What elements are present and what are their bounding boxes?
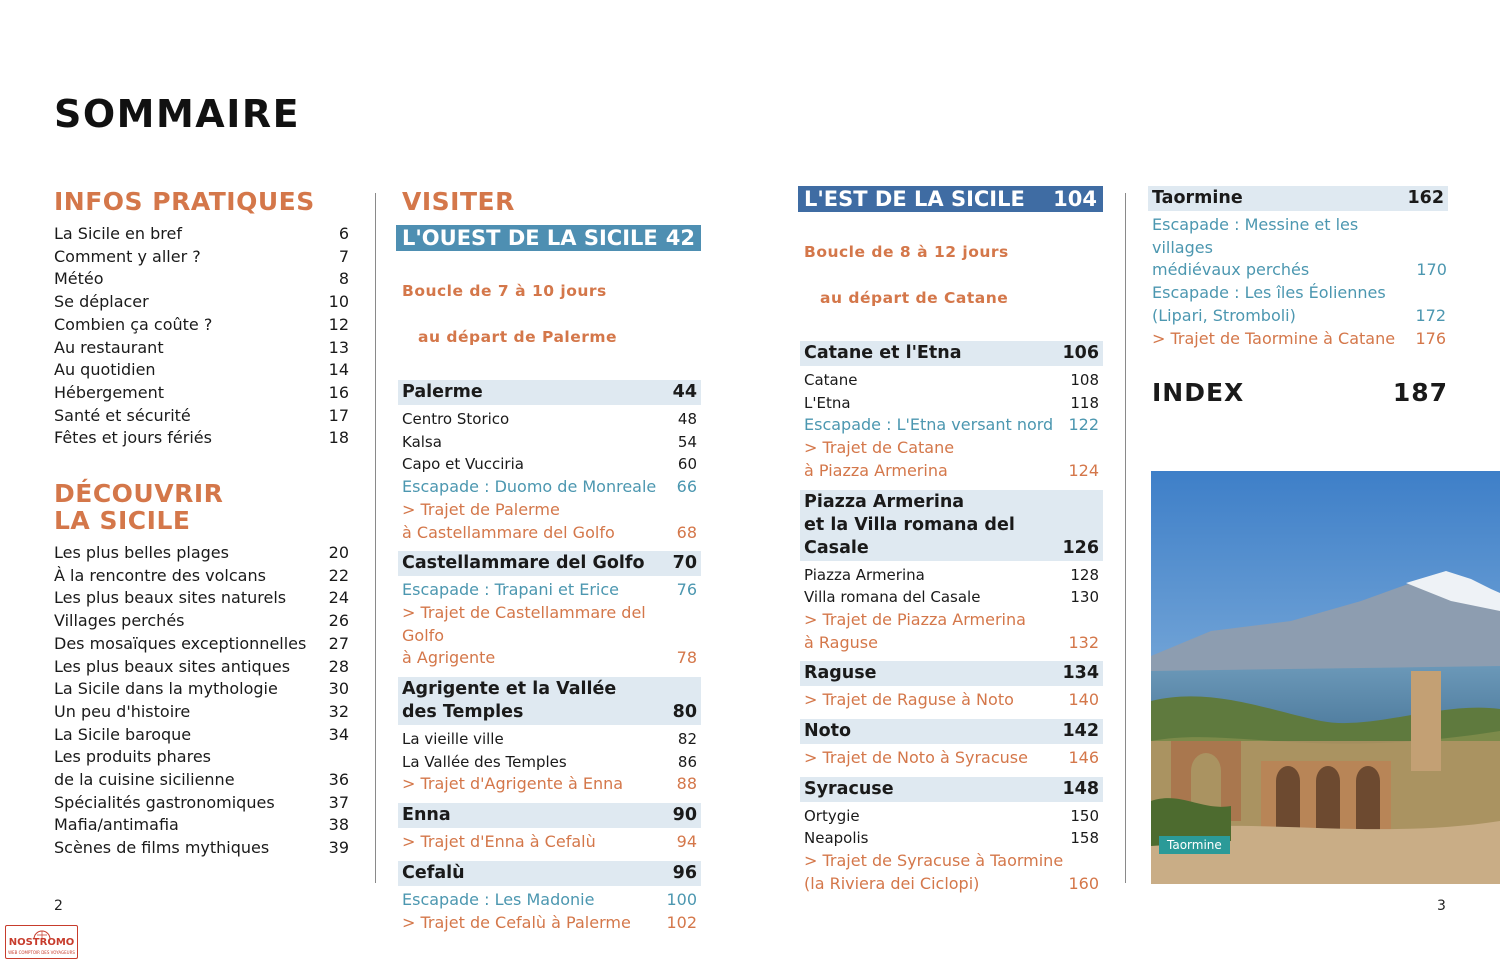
- toc-entry: [54, 633, 349, 656]
- toc-entry: [54, 746, 349, 791]
- entry-title: Scènes de films mythiques: [54, 838, 270, 858]
- boucle-note: [402, 257, 701, 372]
- toc-entry: [804, 609, 1099, 654]
- entry-page: 24: [328, 588, 349, 608]
- entry-title: > Trajet de Palerme à Castellammare del Golfo: [402, 499, 615, 542]
- taormine-items: [1148, 214, 1448, 350]
- entry-page: 94: [676, 832, 697, 852]
- toc-entry: [804, 586, 1099, 609]
- toc-entry: [402, 499, 697, 544]
- entry-page: 86: [677, 752, 697, 771]
- toc-entry: [54, 268, 349, 291]
- entry-page: 160: [1068, 873, 1099, 893]
- entry-title: Comment y aller ?: [54, 246, 201, 266]
- toc-entry: [402, 751, 697, 774]
- toc-entry: [54, 314, 349, 337]
- entry-page: 54: [677, 432, 697, 451]
- toc-entry: [1152, 214, 1446, 282]
- section-entries: [398, 831, 701, 854]
- region-title: L'OUEST DE LA SICILE: [402, 226, 658, 250]
- toc-entry: [402, 453, 697, 476]
- entry-page: 150: [1070, 806, 1099, 825]
- entry-page: 140: [1068, 690, 1099, 710]
- ouest-sections: [396, 380, 701, 934]
- entry-page: 172: [1415, 305, 1446, 325]
- section-title: Taormine: [1152, 188, 1243, 208]
- toc-entry: [54, 656, 349, 679]
- entry-page: 6: [338, 224, 349, 243]
- entry-title: Les plus beaux sites naturels: [54, 588, 287, 608]
- entry-page: 128: [1070, 565, 1099, 584]
- entry-page: 78: [676, 648, 697, 668]
- section-page: 96: [672, 862, 697, 883]
- toc-entry: [1152, 328, 1446, 351]
- toc-entry: [54, 837, 349, 860]
- toc-entry: [54, 610, 349, 633]
- section-header: [800, 719, 1103, 744]
- entry-title: Santé et sécurité: [54, 405, 191, 425]
- toc-entry: [1152, 282, 1446, 327]
- region-page: 42: [665, 226, 695, 250]
- entry-title: La Sicile baroque: [54, 724, 192, 744]
- index-entry: [1148, 378, 1448, 407]
- entry-title: La vieille ville: [402, 730, 504, 749]
- toc-entry: [54, 678, 349, 701]
- section-header: [398, 803, 701, 828]
- section-page: 106: [1062, 343, 1099, 363]
- entry-title: Escapade : Duomo de Monreale: [402, 477, 657, 497]
- taormine-photo: [1151, 471, 1500, 884]
- region-band-ouest: [396, 225, 701, 251]
- section-header: [398, 551, 701, 576]
- toc-entry: [54, 291, 349, 314]
- entry-title: > Trajet de Taormine à Catane: [1152, 328, 1396, 348]
- toc-entry: [402, 431, 697, 454]
- entry-title: Hébergement: [54, 382, 165, 402]
- toc-entry: [54, 792, 349, 815]
- entry-page: 16: [328, 382, 349, 402]
- toc-entry: [804, 392, 1099, 415]
- toc-entry: [54, 223, 349, 246]
- entry-page: 76: [676, 580, 697, 600]
- column-divider: [1125, 193, 1126, 883]
- column-infos: [54, 188, 349, 860]
- section-header: [398, 861, 701, 886]
- decouvrir-list: [54, 542, 349, 860]
- column-est: [798, 186, 1103, 896]
- entry-title: Kalsa: [402, 432, 442, 451]
- toc-entry: [54, 427, 349, 450]
- toc-entry: [402, 728, 697, 751]
- entry-title: Mafia/antimafia: [54, 815, 179, 835]
- entry-page: 7: [338, 246, 349, 266]
- section-page: 142: [1062, 721, 1099, 742]
- toc-entry: [54, 701, 349, 724]
- section-page: 90: [672, 805, 697, 826]
- entry-page: 17: [328, 405, 349, 425]
- section-entries: [800, 689, 1103, 712]
- section-entries: [800, 369, 1103, 483]
- nostromo-logo: [5, 925, 78, 959]
- toc-entry: [804, 805, 1099, 828]
- entry-page: 8: [338, 269, 349, 289]
- entry-title: > Trajet de Syracuse à Taormine (la Riviera dei Ciclopi): [804, 851, 1064, 893]
- section-title: Piazza Armerina et la Villa romana del Casale: [804, 491, 1015, 558]
- entry-title: Escapade : Messine et les villages médiévaux perchés: [1152, 215, 1359, 280]
- entry-page: 124: [1068, 460, 1099, 480]
- entry-title: La Sicile dans la mythologie: [54, 679, 278, 699]
- toc-entry: [54, 359, 349, 382]
- boucle-line: Boucle de 8 à 12 jours: [804, 243, 1009, 261]
- entry-page: 130: [1070, 588, 1099, 607]
- section-taormine: [1148, 186, 1448, 211]
- entry-title: Escapade : Les îles Éoliennes (Lipari, Stromboli): [1152, 283, 1386, 325]
- entry-title: Spécialités gastronomiques: [54, 792, 275, 812]
- toc-entry: [804, 564, 1099, 587]
- entry-title: > Trajet de Noto à Syracuse: [804, 748, 1028, 768]
- section-page: 148: [1062, 778, 1099, 799]
- entry-title: Villages perchés: [54, 611, 185, 631]
- section-title: Syracuse: [804, 778, 894, 799]
- section-title: Noto: [804, 721, 852, 742]
- toc-entry: [402, 476, 697, 499]
- toc-entry: [402, 773, 697, 796]
- entry-page: 30: [328, 679, 349, 699]
- entry-page: 66: [676, 477, 697, 497]
- toc-entry: [54, 246, 349, 269]
- toc-entry: [54, 337, 349, 360]
- toc-entry: [804, 689, 1099, 712]
- entry-title: Des mosaïques exceptionnelles: [54, 633, 307, 653]
- entry-title: > Trajet d'Enna à Cefalù: [402, 832, 596, 852]
- entry-page: 34: [328, 724, 349, 744]
- column-taormine: [1148, 186, 1448, 407]
- entry-title: Météo: [54, 269, 104, 289]
- entry-page: 102: [666, 912, 697, 932]
- section-entries: [398, 889, 701, 934]
- section-entries: [800, 564, 1103, 655]
- region-band-est: [798, 186, 1103, 212]
- entry-page: 20: [328, 543, 349, 563]
- section-header: [800, 777, 1103, 802]
- entry-title: Capo et Vucciria: [402, 455, 524, 474]
- section-title: Castellammare del Golfo: [402, 553, 645, 574]
- infos-list: [54, 223, 349, 450]
- entry-page: 88: [676, 774, 697, 794]
- entry-title: > Trajet de Catane à Piazza Armerina: [804, 438, 955, 480]
- entry-page: 122: [1068, 415, 1099, 435]
- entry-title: Villa romana del Casale: [804, 588, 981, 607]
- section-title: Catane et l'Etna: [804, 343, 962, 363]
- entry-title: Neapolis: [804, 829, 869, 848]
- entry-title: Au quotidien: [54, 360, 156, 380]
- section-header: [398, 380, 701, 405]
- section-entries: [398, 408, 701, 544]
- toc-entry: [402, 579, 697, 602]
- boucle-line: au départ de Palerme: [418, 328, 618, 346]
- entry-title: Les produits phares de la cuisine sicilienne: [54, 747, 235, 790]
- section-header: [800, 661, 1103, 686]
- section-title: Palerme: [402, 382, 483, 402]
- section-header: [398, 677, 701, 725]
- section-title: Cefalù: [402, 862, 465, 883]
- boucle-line: Boucle de 7 à 10 jours: [402, 282, 607, 300]
- page-title: SOMMAIRE: [54, 92, 301, 136]
- section-page: 70: [672, 553, 697, 574]
- entry-page: 82: [677, 730, 697, 749]
- est-sections: [798, 341, 1103, 896]
- entry-page: 146: [1068, 748, 1099, 768]
- entry-title: Escapade : Trapani et Erice: [402, 580, 619, 600]
- section-entries: [800, 805, 1103, 896]
- logo-subtext: WEB COMPTOIR DES VOYAGEURS: [8, 950, 75, 955]
- entry-page: 12: [328, 314, 349, 334]
- entry-page: 38: [328, 815, 349, 835]
- section-entries: [398, 728, 701, 796]
- entry-page: 176: [1415, 328, 1446, 348]
- entry-title: > Trajet de Castellammare del Golfo à Agrigente: [402, 602, 646, 668]
- entry-page: 108: [1070, 371, 1099, 389]
- entry-page: 22: [328, 565, 349, 585]
- boucle-note: [804, 218, 1103, 333]
- section-heading-infos: INFOS PRATIQUES: [54, 187, 315, 216]
- entry-page: 36: [328, 770, 349, 790]
- entry-title: Ortygie: [804, 806, 860, 825]
- entry-page: 60: [677, 455, 697, 474]
- heading-line: LA SICILE: [54, 506, 191, 536]
- toc-entry: [54, 382, 349, 405]
- entry-page: 118: [1070, 393, 1099, 412]
- section-entries: [800, 747, 1103, 770]
- entry-page: 14: [328, 360, 349, 380]
- page-number-left: 2: [54, 898, 63, 914]
- toc-entry: [54, 565, 349, 588]
- toc-entry: [804, 747, 1099, 770]
- entry-title: Se déplacer: [54, 292, 149, 312]
- entry-title: Escapade : Les Madonie: [402, 889, 595, 909]
- section-page: 44: [672, 382, 697, 402]
- region-title: L'EST DE LA SICILE: [804, 187, 1025, 211]
- entry-title: > Trajet de Cefalù à Palerme: [402, 912, 631, 932]
- section-title: Raguse: [804, 663, 877, 684]
- section-page: 162: [1407, 188, 1444, 208]
- entry-title: Fêtes et jours fériés: [54, 428, 212, 448]
- boucle-line: au départ de Catane: [820, 289, 1009, 307]
- entry-title: Les plus beaux sites antiques: [54, 656, 291, 676]
- entry-title: Au restaurant: [54, 337, 164, 357]
- entry-title: > Trajet de Piazza Armerina à Raguse: [804, 609, 1026, 652]
- toc-entry: [804, 850, 1099, 895]
- toc-entry: [402, 889, 697, 912]
- toc-entry: [804, 369, 1099, 392]
- entry-title: Piazza Armerina: [804, 565, 925, 584]
- entry-page: 100: [666, 889, 697, 909]
- toc-entry: [402, 408, 697, 431]
- toc-entry: [54, 542, 349, 565]
- entry-page: 48: [677, 410, 697, 428]
- entry-page: 26: [328, 611, 349, 631]
- section-title: Enna: [402, 805, 451, 826]
- entry-page: 28: [328, 656, 349, 676]
- logo-text: NOSTROMO: [8, 937, 75, 948]
- section-title: Agrigente et la Vallée des Temples: [402, 679, 617, 723]
- entry-page: 132: [1068, 632, 1099, 652]
- toc-entry: [804, 827, 1099, 850]
- entry-title: La Vallée des Temples: [402, 752, 567, 771]
- section-page: 134: [1062, 663, 1099, 684]
- toc-entry: [402, 831, 697, 854]
- section-header: [800, 490, 1103, 561]
- toc-entry: [804, 437, 1099, 482]
- section-header: [800, 341, 1103, 366]
- entry-page: 10: [328, 292, 349, 312]
- index-page: 187: [1392, 378, 1448, 408]
- entry-page: 27: [328, 633, 349, 653]
- entry-title: Centro Storico: [402, 410, 510, 428]
- entry-page: 158: [1070, 829, 1099, 848]
- entry-title: L'Etna: [804, 393, 851, 412]
- section-page: 126: [1062, 537, 1099, 558]
- entry-page: 39: [328, 838, 349, 858]
- toc-entry: [54, 405, 349, 428]
- entry-page: 37: [328, 792, 349, 812]
- entry-page: 68: [676, 522, 697, 542]
- heading-line: DÉCOUVRIR: [54, 479, 224, 509]
- entry-title: Escapade : L'Etna versant nord: [804, 415, 1054, 435]
- index-title: INDEX: [1152, 378, 1245, 408]
- photo-caption: Taormine: [1159, 836, 1230, 854]
- section-heading-visiter: VISITER: [402, 187, 515, 216]
- section-page: 80: [672, 702, 697, 723]
- entry-title: Les plus belles plages: [54, 543, 229, 563]
- entry-title: > Trajet d'Agrigente à Enna: [402, 774, 624, 794]
- entry-title: La Sicile en bref: [54, 224, 182, 243]
- entry-title: Un peu d'histoire: [54, 701, 191, 721]
- toc-entry: [402, 602, 697, 670]
- photo-illustration: [1151, 471, 1500, 884]
- entry-page: 18: [328, 428, 349, 448]
- section-heading-decouvrir: [54, 480, 349, 534]
- entry-title: > Trajet de Raguse à Noto: [804, 690, 1014, 710]
- entry-page: 13: [328, 337, 349, 357]
- entry-title: Combien ça coûte ?: [54, 314, 213, 334]
- toc-entry: [54, 724, 349, 747]
- entry-page: 170: [1416, 260, 1447, 280]
- toc-entry: [804, 414, 1099, 437]
- entry-page: 32: [328, 701, 349, 721]
- toc-entry: [402, 912, 697, 935]
- page-number-right: 3: [1437, 898, 1446, 914]
- toc-entry: [54, 814, 349, 837]
- entry-title: À la rencontre des volcans: [54, 565, 266, 585]
- region-page: 104: [1053, 187, 1097, 211]
- toc-entry: [54, 587, 349, 610]
- column-visiter: [396, 188, 701, 934]
- entry-title: Catane: [804, 371, 858, 389]
- column-divider: [375, 193, 376, 883]
- section-entries: [398, 579, 701, 670]
